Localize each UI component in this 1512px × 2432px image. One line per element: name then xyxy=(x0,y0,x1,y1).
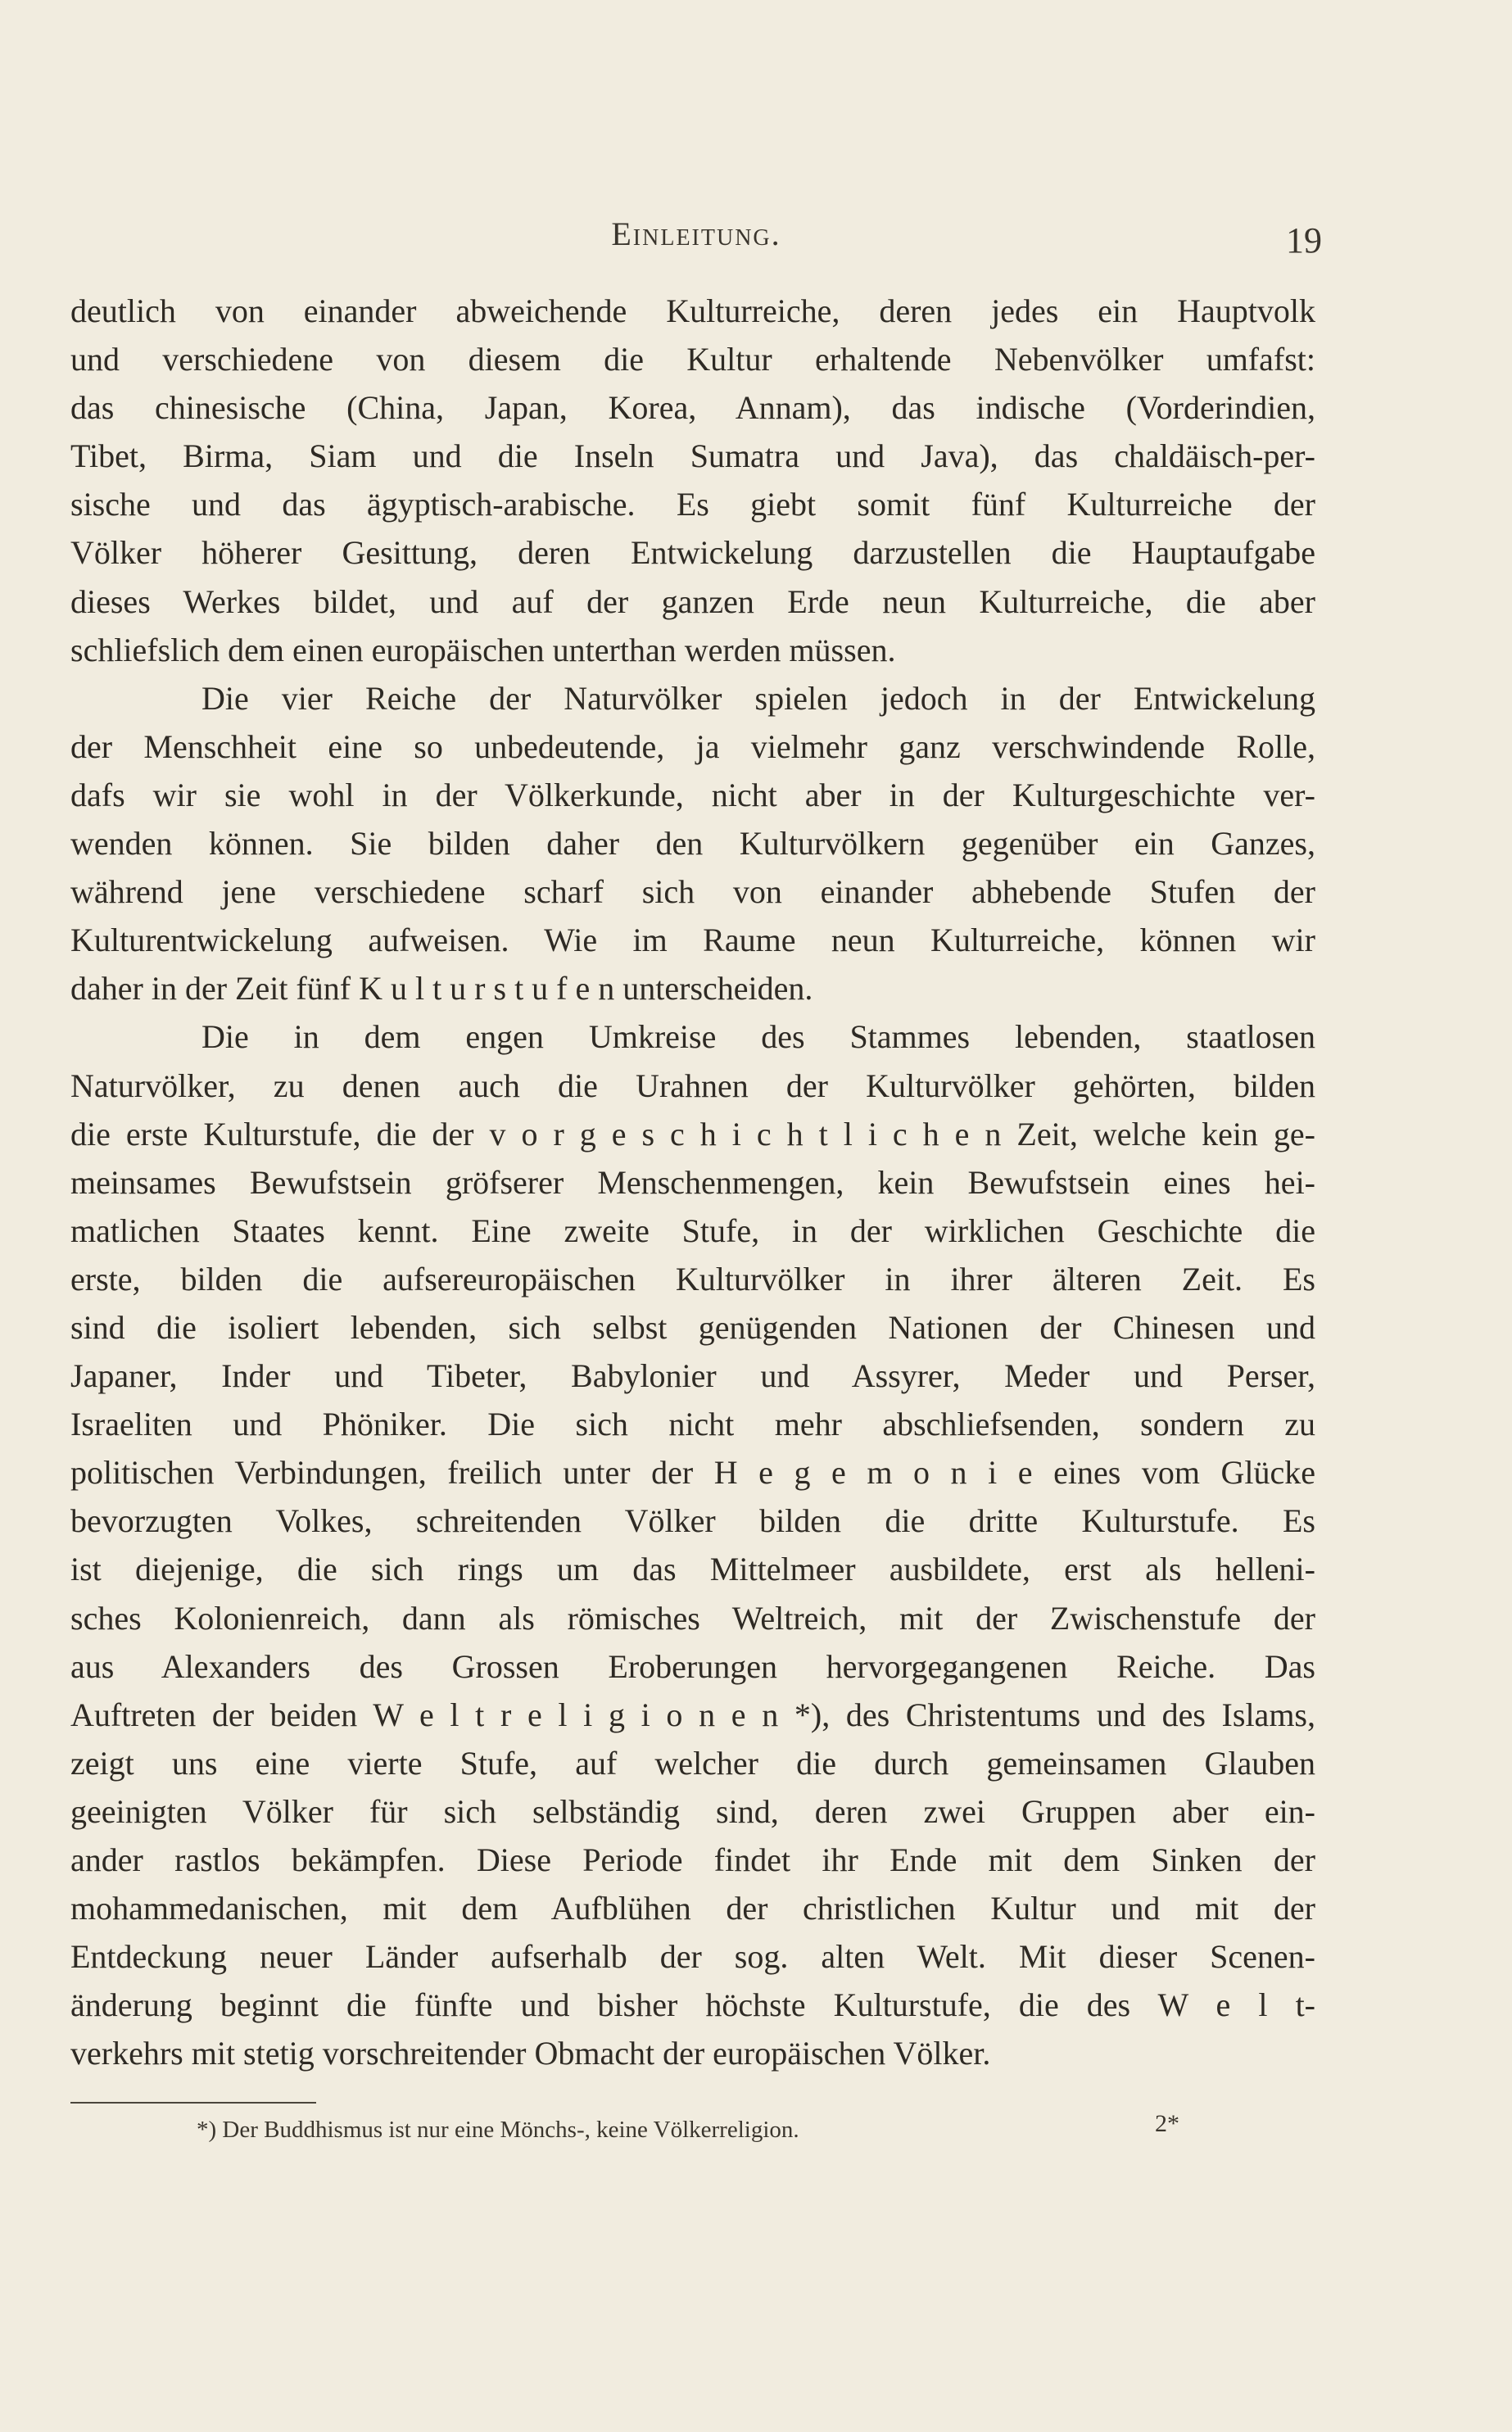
text-line: Die vier Reiche der Naturvölker spielen jedoch in der Entwickelung xyxy=(201,679,1315,717)
text-line: daher in der Zeit fünf K u l t u r s t u f e n unterscheiden. xyxy=(70,970,813,1008)
running-head: Einleitung. xyxy=(611,215,781,252)
text-line: Völker höherer Gesittung, deren Entwickelung darzustellen die Hauptaufgabe xyxy=(70,534,1315,572)
text-line: Kulturentwickelung aufweisen. Wie im Raume neun Kulturreiche, können wir xyxy=(70,922,1315,959)
text-line: meinsames Bewufstsein gröfserer Menschenmengen, kein Bewufstsein eines hei- xyxy=(70,1163,1315,1201)
text-line: dieses Werkes bildet, und auf der ganzen Erde neun Kulturreiche, die aber xyxy=(70,582,1315,620)
text-line: wenden können. Sie bilden daher den Kulturvölkern gegenüber ein Ganzes, xyxy=(70,825,1315,863)
footnote-divider xyxy=(70,2102,316,2104)
text-line: Japaner, Inder und Tibeter, Babylonier und Assyrer, Meder und Perser, xyxy=(70,1357,1315,1395)
text-line: Naturvölker, zu denen auch die Urahnen der Kulturvölker gehörten, bilden xyxy=(70,1067,1315,1104)
text-line: verkehrs mit stetig vorschreitender Obmacht der europäischen Völker. xyxy=(70,2035,991,2072)
text-line: sches Kolonienreich, dann als römisches Weltreich, mit der Zwischenstufe der xyxy=(70,1599,1315,1637)
text-line: der Menschheit eine so unbedeutende, ja vielmehr ganz verschwindende Rolle, xyxy=(70,727,1315,765)
text-line: Entdeckung neuer Länder aufserhalb der sog. alten Welt. Mit dieser Scenen- xyxy=(70,1938,1315,1976)
text-line: Israeliten und Phöniker. Die sich nicht mehr abschliefsenden, sondern zu xyxy=(70,1406,1315,1443)
footnote: *) Der Buddhismus ist nur eine Mönchs-, keine Völkerreligion. xyxy=(197,2117,799,2143)
text-line: aus Alexanders des Grossen Eroberungen hervorgegangenen Reiche. Das xyxy=(70,1647,1315,1685)
text-line: schliefslich dem einen europäischen unterthan werden müssen. xyxy=(70,631,896,668)
signature-mark: 2* xyxy=(1155,2110,1179,2137)
text-line: das chinesische (China, Japan, Korea, Annam), das indische (Vorderindien, xyxy=(70,389,1315,427)
text-line: geeinigten Völker für sich selbständig sind, deren zwei Gruppen aber ein- xyxy=(70,1792,1315,1830)
text-line: matlichen Staates kennt. Eine zweite Stufe, in der wirklichen Geschichte die xyxy=(70,1211,1315,1249)
text-line: bevorzugten Volkes, schreitenden Völker bilden die dritte Kulturstufe. Es xyxy=(70,1502,1315,1540)
text-line: ander rastlos bekämpfen. Diese Periode findet ihr Ende mit dem Sinken der xyxy=(70,1841,1315,1878)
text-line: die erste Kulturstufe, die der v o r g e s c h i c h t l i c h e n Zeit, welche kein ge- xyxy=(70,1115,1315,1153)
text-line: erste, bilden die aufsereuropäischen Kulturvölker in ihrer älteren Zeit. Es xyxy=(70,1260,1315,1298)
text-line: zeigt uns eine vierte Stufe, auf welcher die durch gemeinsamen Glauben xyxy=(70,1744,1315,1782)
text-line: deutlich von einander abweichende Kulturreiche, deren jedes ein Hauptvolk xyxy=(70,292,1315,329)
text-line: ist diejenige, die sich rings um das Mittelmeer ausbildete, erst als helleni- xyxy=(70,1551,1315,1588)
text-line: Auftreten der beiden W e l t r e l i g i o n e n *), des Christentums und des Islams, xyxy=(70,1696,1315,1733)
text-line: während jene verschiedene scharf sich von einander abhebende Stufen der xyxy=(70,873,1315,911)
page-number: 19 xyxy=(1286,220,1322,260)
text-line: Tibet, Birma, Siam und die Inseln Sumatra und Java), das chaldäisch-per- xyxy=(70,437,1315,475)
text-line: politischen Verbindungen, freilich unter der H e g e m o n i e eines vom Glücke xyxy=(70,1454,1315,1492)
text-line: änderung beginnt die fünfte und bisher höchste Kulturstufe, die des W e l t- xyxy=(70,1986,1315,2024)
text-line: sische und das ägyptisch-arabische. Es giebt somit fünf Kulturreiche der xyxy=(70,486,1315,523)
text-line: und verschiedene von diesem die Kultur erhaltende Nebenvölker umfafst: xyxy=(70,341,1315,378)
text-line: sind die isoliert lebenden, sich selbst genügenden Nationen der Chinesen und xyxy=(70,1308,1315,1346)
text-line: Die in dem engen Umkreise des Stammes lebenden, staatlosen xyxy=(201,1018,1315,1056)
text-line: mohammedanischen, mit dem Aufblühen der christlichen Kultur und mit der xyxy=(70,1890,1315,1927)
text-line: dafs wir sie wohl in der Völkerkunde, nicht aber in der Kulturgeschichte ver- xyxy=(70,776,1315,813)
body-text xyxy=(70,287,1315,2077)
page-header xyxy=(70,203,1322,269)
